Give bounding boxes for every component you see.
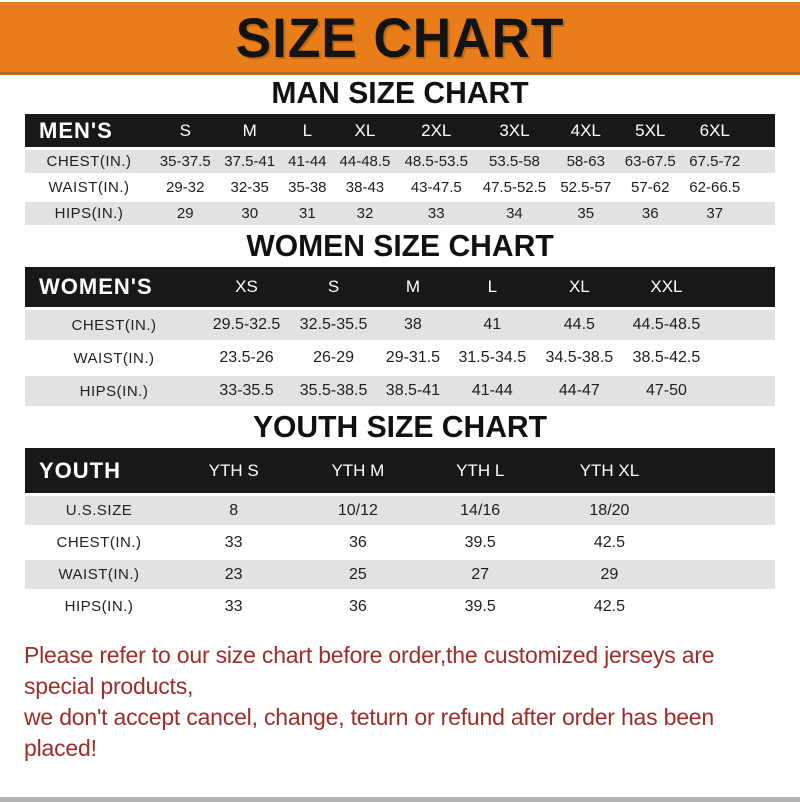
size-header-cell: S: [153, 114, 217, 147]
measurement-cell: 44.5-48.5: [623, 310, 710, 340]
measurement-cell: 29-31.5: [377, 343, 449, 373]
table-row: [25, 376, 775, 406]
measurement-cell: 32-35: [217, 176, 281, 199]
size-header-cell: XL: [333, 114, 397, 147]
measurement-cell: 33: [173, 592, 294, 621]
row-label-cell: CHEST(IN.): [25, 528, 173, 557]
phantom-cell: [747, 202, 775, 225]
women-size-table: [25, 264, 775, 409]
table-row: [25, 592, 775, 621]
measurement-cell: 29: [539, 560, 680, 589]
row-label-cell: CHEST(IN.): [25, 150, 153, 173]
measurement-cell: 32.5-35.5: [290, 310, 377, 340]
measurement-cell: 8: [173, 496, 294, 525]
disclaimer-line-2: we don't accept cancel, change, teturn or refund after order has been placed!: [24, 704, 714, 761]
measurement-cell: 41: [449, 310, 536, 340]
measurement-cell: 35-37.5: [153, 150, 217, 173]
section-men: [0, 75, 800, 228]
measurement-cell: 58-63: [554, 150, 618, 173]
size-header-cell: 6XL: [682, 114, 747, 147]
row-label-cell: WAIST(IN.): [25, 176, 153, 199]
table-header-row: [25, 114, 775, 147]
measurement-cell: 41-44: [282, 150, 333, 173]
row-label-cell: U.S.SIZE: [25, 496, 173, 525]
row-label-cell: WAIST(IN.): [25, 343, 203, 373]
measurement-cell: 38: [377, 310, 449, 340]
phantom-cell: [680, 560, 775, 589]
measurement-cell: 67.5-72: [682, 150, 747, 173]
measurement-cell: 27: [422, 560, 539, 589]
row-label-cell: HIPS(IN.): [25, 376, 203, 406]
table-row: [25, 343, 775, 373]
table-row: [25, 150, 775, 173]
measurement-cell: 37.5-41: [217, 150, 281, 173]
measurement-cell: 31: [282, 202, 333, 225]
phantom-cell: [747, 176, 775, 199]
size-header-cell: M: [377, 267, 449, 307]
measurement-cell: 29: [153, 202, 217, 225]
size-header-cell: 3XL: [475, 114, 553, 147]
section-women: [0, 228, 800, 409]
size-header-cell: YTH M: [294, 448, 421, 493]
size-header-cell: XXL: [623, 267, 710, 307]
section-youth: [0, 409, 800, 624]
measurement-cell: 36: [618, 202, 682, 225]
measurement-cell: 33: [173, 528, 294, 557]
measurement-cell: 25: [294, 560, 421, 589]
size-header-cell: 5XL: [618, 114, 682, 147]
measurement-cell: 42.5: [539, 592, 680, 621]
table-header-row: [25, 448, 775, 493]
measurement-cell: 43-47.5: [397, 176, 475, 199]
table-row: [25, 560, 775, 589]
row-label-cell: HIPS(IN.): [25, 202, 153, 225]
measurement-cell: 52.5-57: [554, 176, 618, 199]
measurement-cell: 44-47: [536, 376, 623, 406]
measurement-cell: 39.5: [422, 592, 539, 621]
measurement-cell: 10/12: [294, 496, 421, 525]
phantom-cell: [747, 114, 775, 147]
phantom-cell: [710, 343, 775, 373]
measurement-cell: 57-62: [618, 176, 682, 199]
disclaimer-line-1: Please refer to our size chart before order,the customized jerseys are special products,: [24, 642, 715, 699]
measurement-cell: 48.5-53.5: [397, 150, 475, 173]
row-label-cell: HIPS(IN.): [25, 592, 173, 621]
table-row: [25, 310, 775, 340]
measurement-cell: 47.5-52.5: [475, 176, 553, 199]
banner-title: SIZE CHART: [235, 5, 565, 69]
disclaimer-note: [24, 640, 776, 764]
measurement-cell: 47-50: [623, 376, 710, 406]
measurement-cell: 14/16: [422, 496, 539, 525]
row-label-cell: CHEST(IN.): [25, 310, 203, 340]
size-header-cell: YTH S: [173, 448, 294, 493]
measurement-cell: 35: [554, 202, 618, 225]
measurement-cell: 34: [475, 202, 553, 225]
table-row: [25, 202, 775, 225]
youth-size-table: [25, 445, 775, 624]
table-row: [25, 176, 775, 199]
measurement-cell: 44-48.5: [333, 150, 397, 173]
measurement-cell: 23.5-26: [203, 343, 290, 373]
measurement-cell: 44.5: [536, 310, 623, 340]
phantom-cell: [680, 496, 775, 525]
measurement-cell: 35.5-38.5: [290, 376, 377, 406]
table-title-cell: YOUTH: [25, 448, 173, 493]
men-size-table: [25, 111, 775, 228]
measurement-cell: 18/20: [539, 496, 680, 525]
phantom-cell: [680, 528, 775, 557]
measurement-cell: 31.5-34.5: [449, 343, 536, 373]
measurement-cell: 41-44: [449, 376, 536, 406]
size-header-cell: YTH L: [422, 448, 539, 493]
measurement-cell: 23: [173, 560, 294, 589]
women-size-chart-title: WOMEN SIZE CHART: [246, 228, 554, 263]
measurement-cell: 63-67.5: [618, 150, 682, 173]
measurement-cell: 42.5: [539, 528, 680, 557]
measurement-cell: 33-35.5: [203, 376, 290, 406]
phantom-cell: [710, 267, 775, 307]
measurement-cell: 34.5-38.5: [536, 343, 623, 373]
measurement-cell: 26-29: [290, 343, 377, 373]
phantom-cell: [710, 376, 775, 406]
phantom-cell: [710, 310, 775, 340]
table-title-cell: WOMEN'S: [25, 267, 203, 307]
size-header-cell: S: [290, 267, 377, 307]
phantom-cell: [680, 592, 775, 621]
table-row: [25, 496, 775, 525]
row-label-cell: WAIST(IN.): [25, 560, 173, 589]
measurement-cell: 38.5-42.5: [623, 343, 710, 373]
table-header-row: [25, 267, 775, 307]
table-row: [25, 528, 775, 557]
measurement-cell: 29.5-32.5: [203, 310, 290, 340]
size-header-cell: XL: [536, 267, 623, 307]
measurement-cell: 62-66.5: [682, 176, 747, 199]
size-header-cell: YTH XL: [539, 448, 680, 493]
measurement-cell: 36: [294, 528, 421, 557]
size-header-cell: XS: [203, 267, 290, 307]
measurement-cell: 37: [682, 202, 747, 225]
measurement-cell: 30: [217, 202, 281, 225]
phantom-cell: [680, 448, 775, 493]
measurement-cell: 53.5-58: [475, 150, 553, 173]
measurement-cell: 29-32: [153, 176, 217, 199]
size-header-cell: M: [217, 114, 281, 147]
man-size-chart-title: MAN SIZE CHART: [271, 75, 529, 110]
measurement-cell: 38.5-41: [377, 376, 449, 406]
measurement-cell: 39.5: [422, 528, 539, 557]
size-header-cell: 4XL: [554, 114, 618, 147]
size-chart-banner: [0, 2, 800, 75]
measurement-cell: 36: [294, 592, 421, 621]
measurement-cell: 33: [397, 202, 475, 225]
size-header-cell: 2XL: [397, 114, 475, 147]
table-title-cell: MEN'S: [25, 114, 153, 147]
youth-size-chart-title: YOUTH SIZE CHART: [252, 409, 548, 444]
measurement-cell: 38-43: [333, 176, 397, 199]
measurement-cell: 35-38: [282, 176, 333, 199]
phantom-cell: [747, 150, 775, 173]
measurement-cell: 32: [333, 202, 397, 225]
size-header-cell: L: [282, 114, 333, 147]
size-header-cell: L: [449, 267, 536, 307]
